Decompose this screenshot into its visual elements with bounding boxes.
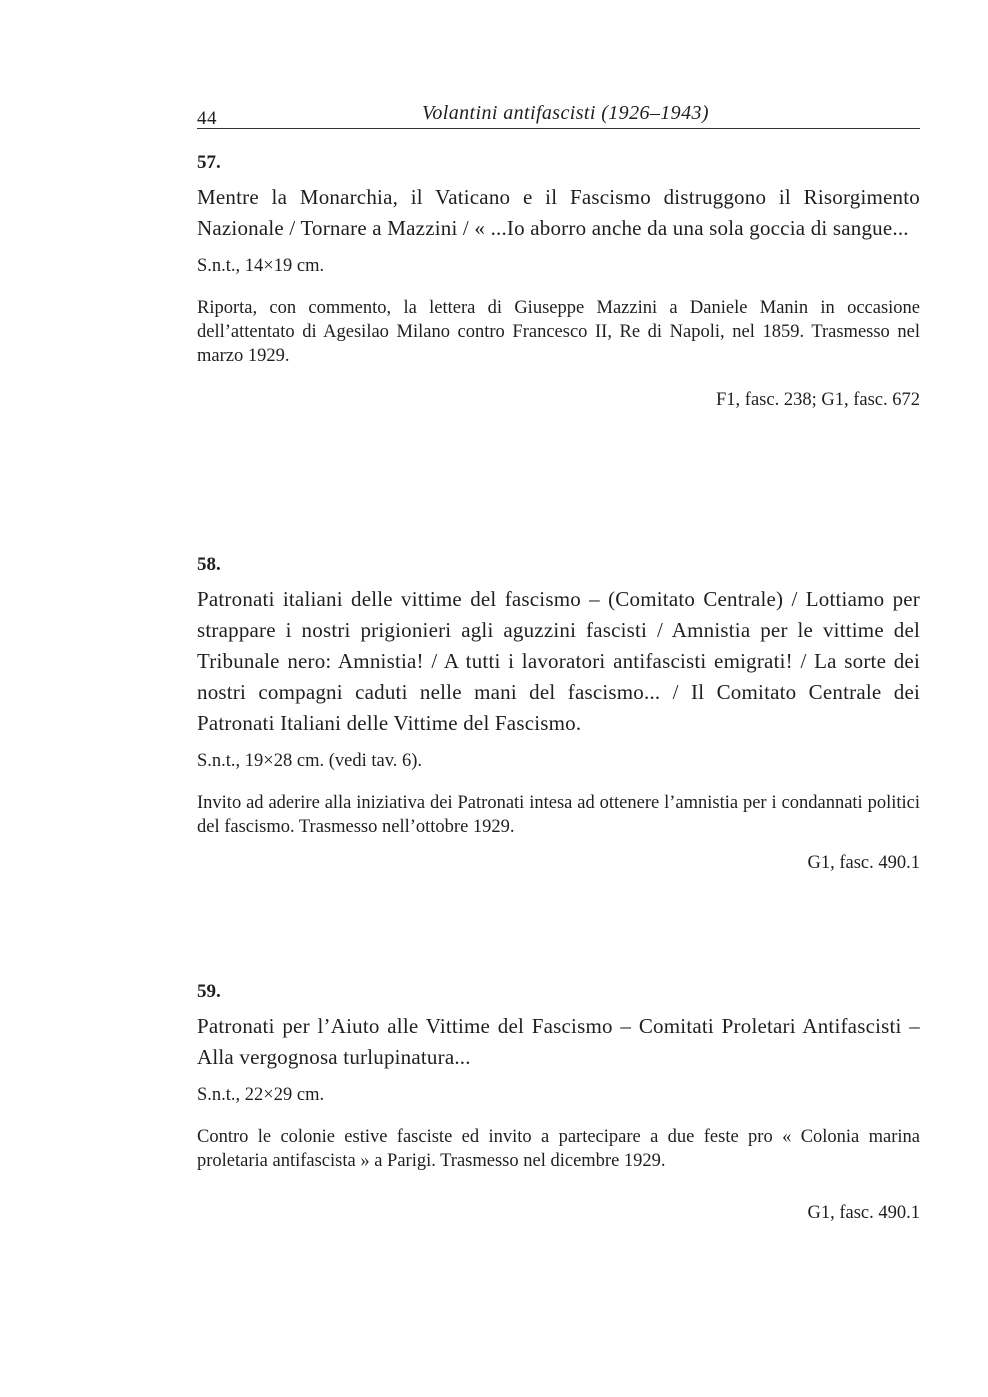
entry-spec: S.n.t., 22×29 cm.	[197, 1085, 325, 1105]
entry-reference: F1, fasc. 238; G1, fasc. 672	[716, 390, 920, 410]
catalog-entry-58	[197, 554, 920, 875]
entry-description: Invito ad aderire alla iniziativa dei Patronati intesa ad ottenere l’amnistia per i condannati politici del fascismo. Trasmesso nell’ottobre 1929.	[197, 793, 920, 837]
entry-title: Patronati per l’Aiuto alle Vittime del Fascismo – Comitati Proletari Antifascisti – Alla vergognosa turlupinatura...	[197, 1014, 920, 1069]
entry-title: Patronati italiani delle vittime del fascismo – (Comitato Centrale) / Lottiamo per strappare i nostri prigionieri agli aguzzini fascisti / Amnistia per le vittime del Tribunale nero: Amnistia! / A tutti i lavoratori antifascisti emigrati! / La sorte dei nostri compagni caduti nelle mani del fascismo... / Il Comitato Centrale dei Patronati Italiani delle Vittime del Fascismo.	[197, 587, 920, 735]
entry-number: 58.	[197, 554, 221, 575]
page-number: 44	[197, 108, 217, 129]
header-rule	[197, 128, 920, 129]
entry-title: Mentre la Monarchia, il Vaticano e il Fascismo distruggono il Risorgimento Nazionale / Tornare a Mazzini / « ...Io aborro anche da una sola goccia di sangue...	[197, 185, 920, 240]
entry-description: Riporta, con commento, la lettera di Giuseppe Mazzini a Daniele Manin in occasione dell’attentato di Agesilao Milano contro Francesco II, Re di Napoli, nel 1859. Trasmesso nel marzo 1929.	[197, 298, 920, 366]
catalog-entry-59	[197, 981, 920, 1225]
running-title: Volantini antifascisti (1926–1943)	[422, 102, 709, 124]
entry-reference: G1, fasc. 490.1	[807, 1203, 920, 1223]
entry-number: 57.	[197, 152, 221, 173]
entry-description: Contro le colonie estive fasciste ed invito a partecipare a due feste pro « Colonia marina proletaria antifascista » a Parigi. Trasmesso nel dicembre 1929.	[197, 1127, 920, 1171]
entry-reference: G1, fasc. 490.1	[807, 853, 920, 873]
entry-spec: S.n.t., 14×19 cm.	[197, 256, 325, 276]
entry-number: 59.	[197, 981, 221, 1002]
catalog-entry-57	[197, 152, 920, 412]
page-header	[197, 100, 920, 130]
entry-spec: S.n.t., 19×28 cm. (vedi tav. 6).	[197, 751, 423, 771]
